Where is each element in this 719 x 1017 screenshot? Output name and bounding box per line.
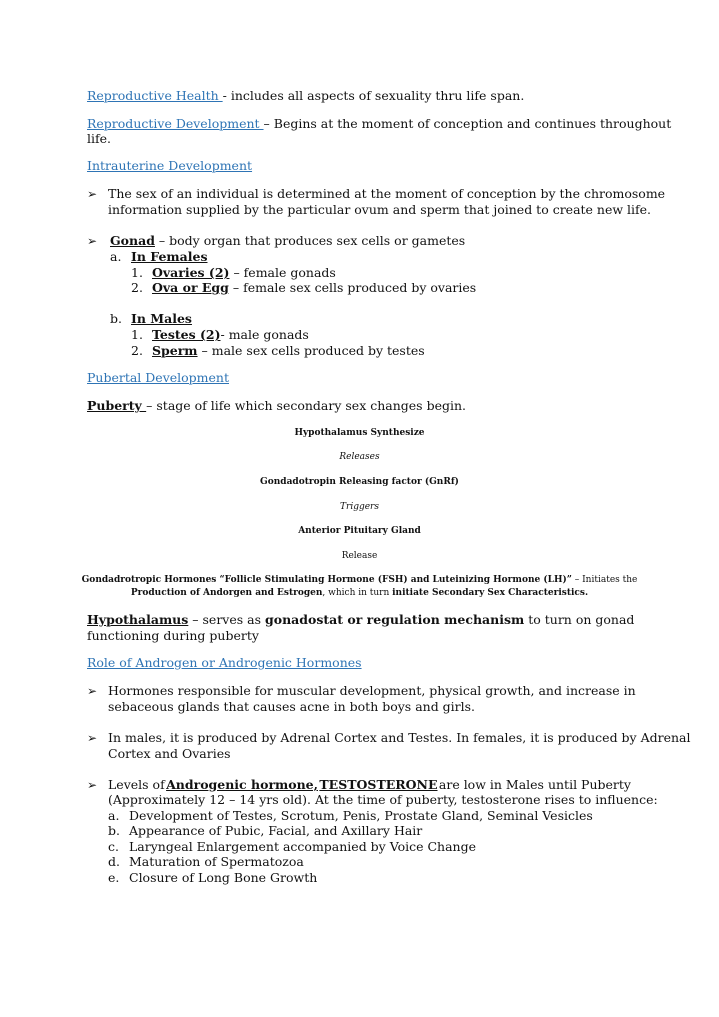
sperm-term: Sperm [152, 343, 198, 358]
flow-step-4: Triggers [340, 502, 379, 512]
males-item-2 [152, 343, 425, 359]
flow-step-5: Anterior Pituitary Gland [298, 526, 421, 536]
influence-item: Closure of Long Bone Growth [129, 870, 318, 885]
influence-item: Maturation of Spermatozoa [129, 854, 304, 869]
reproductive-health-text: - includes all aspects of sexuality thru life span. [222, 88, 525, 103]
puberty-term: Puberty [87, 398, 147, 413]
androgen-bullet-3-line-2: (Approximately 12 – 14 yrs old). At the time of puberty, testosterone rises to influence: [108, 792, 658, 807]
influence-item: Development of Testes, Scrotum, Penis, Prostate Gland, Seminal Vesicles [129, 808, 593, 823]
intra-bullet-line-2: information supplied by the particular ovum and sperm that joined to create new life. [108, 202, 652, 217]
androgen-bullet-2-line-2: Cortex and Ovaries [108, 746, 231, 761]
influence-marker: d. [108, 854, 120, 869]
influence-marker: b. [108, 823, 120, 838]
females-item-2-num: 2. [131, 280, 143, 295]
reproductive-development-line [87, 116, 671, 132]
low-until-puberty-text: are low in Males until Puberty [438, 777, 631, 792]
females-heading: In Females [131, 249, 208, 264]
gonad-term: Gonad [110, 233, 155, 248]
androgen-bullet-1-line-2: sebaceous glands that causes acne in both boys and girls. [108, 699, 476, 714]
flow-step-2: Releases [339, 452, 380, 462]
bullet-arrow-icon: ➢ [87, 684, 98, 698]
initiate-text: initiate Secondary Sex Characteristics. [392, 588, 589, 598]
pubertal-development-title: Pubertal Development [87, 370, 230, 385]
gonadostat-text: gonadostat or regulation mechanism [265, 612, 525, 627]
males-item-1 [152, 327, 309, 343]
hypothalamus-text-1: – serves as [188, 612, 265, 627]
gonadotropic-hormones: Gondadrotropic Hormones “Follicle Stimulating Hormone (FSH) and Luteinizing Hormone (LH)” [81, 575, 572, 585]
influence-marker: e. [108, 870, 120, 885]
hypothalamus-text-2: to turn on gonad [524, 612, 635, 627]
testes-term: Testes (2) [152, 327, 221, 342]
flow-step-8-text: , which in turn [322, 588, 393, 598]
reproductive-development-text: – Begins at the moment of conception and continues throughout [263, 116, 672, 131]
androgen-bullet-2-line-1: In males, it is produced by Adrenal Cortex and Testes. In females, it is produced by Adrenal [108, 730, 691, 745]
ova-term: Ova or Egg [152, 280, 229, 295]
testes-text: - male gonads [220, 327, 309, 342]
gonad-text: – body organ that produces sex cells or gametes [154, 233, 466, 248]
intra-bullet-line-1: The sex of an individual is determined at the moment of conception by the chromosome [108, 186, 666, 201]
reproductive-development-title: Reproductive Development [87, 116, 264, 131]
influence-item: Appearance of Pubic, Facial, and Axillary Hair [129, 823, 423, 838]
flow-step-1: Hypothalamus Synthesize [294, 428, 425, 438]
ovaries-term: Ovaries (2) [152, 265, 230, 280]
hypothalamus-cont: functioning during puberty [87, 628, 259, 643]
influence-item: Laryngeal Enlargement accompanied by Voice Change [129, 839, 476, 854]
androgenic-hormone-term: Androgenic hormone, [166, 777, 318, 792]
hypothalamus-line [87, 612, 634, 628]
bullet-arrow-icon: ➢ [87, 187, 98, 201]
females-item-1 [152, 265, 336, 281]
females-item-2 [152, 280, 476, 296]
production-text: Production of Andorgen and Estrogen [130, 588, 323, 598]
females-item-1-num: 1. [131, 265, 143, 280]
levels-of-text: Levels of [108, 777, 165, 792]
males-marker: b. [110, 311, 122, 326]
androgen-bullet-3-line-1 [108, 777, 631, 793]
reproductive-health-line [87, 88, 524, 104]
influence-marker: c. [108, 839, 119, 854]
puberty-line [87, 398, 466, 414]
hypothalamus-term: Hypothalamus [87, 612, 189, 627]
ovaries-text: – female gonads [229, 265, 336, 280]
flow-step-8 [0, 585, 719, 601]
puberty-text: – stage of life which secondary sex changes begin. [146, 398, 466, 413]
females-marker: a. [110, 249, 122, 264]
sperm-text: – male sex cells produced by testes [197, 343, 425, 358]
androgen-title: Role of Androgen or Androgenic Hormones [87, 655, 362, 670]
flow-step-3: Gondadotropin Releasing factor (GnRf) [260, 477, 459, 487]
bullet-arrow-icon: ➢ [87, 731, 98, 745]
influence-marker: a. [108, 808, 120, 823]
reproductive-health-title: Reproductive Health [87, 88, 223, 103]
testosterone-term: TESTOSTERONE [319, 777, 438, 792]
intrauterine-development-title: Intrauterine Development [87, 158, 253, 173]
flow-step-7-text: – Initiates the [571, 575, 638, 585]
androgen-bullet-1-line-1: Hormones responsible for muscular development, physical growth, and increase in [108, 683, 636, 698]
gonad-line [110, 233, 465, 249]
reproductive-development-cont: life. [87, 131, 111, 146]
males-item-2-num: 2. [131, 343, 143, 358]
males-item-1-num: 1. [131, 327, 143, 342]
bullet-arrow-icon: ➢ [87, 234, 98, 248]
males-heading: In Males [131, 311, 192, 326]
bullet-arrow-icon: ➢ [87, 778, 98, 792]
ova-text: – female sex cells produced by ovaries [228, 280, 477, 295]
flow-step-6: Release [341, 551, 378, 561]
